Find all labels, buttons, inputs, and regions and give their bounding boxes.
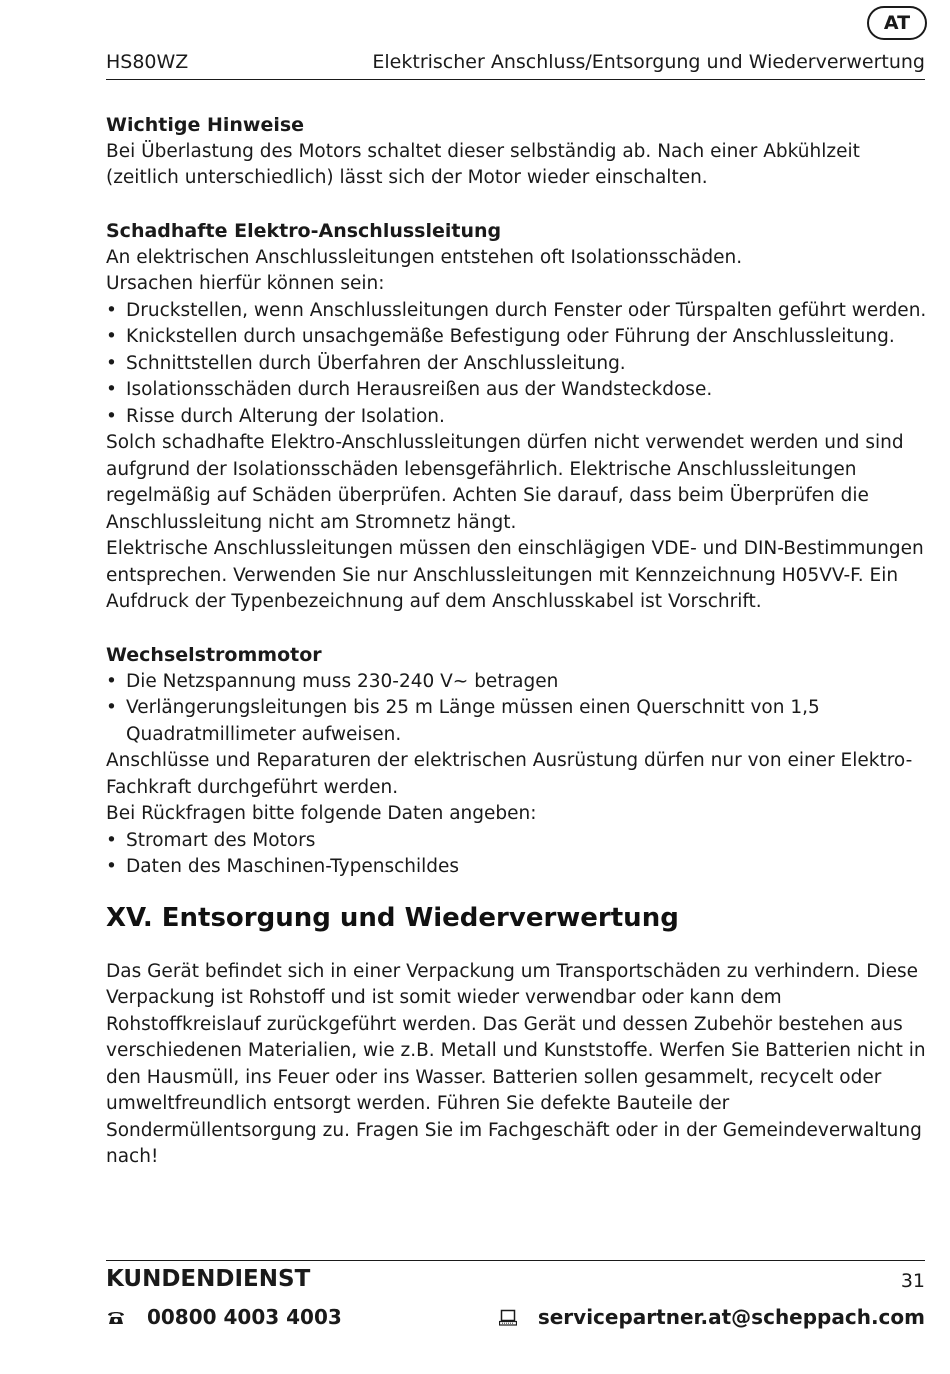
notes-heading: Wichtige Hinweise (106, 114, 305, 136)
list-item: • Schnittstellen durch Überfahren der Anschlussleitung. (106, 351, 928, 378)
email-contact (499, 1305, 925, 1329)
data-list (106, 828, 928, 881)
cable-heading: Schadhafte Elektro-Anschlussleitung (106, 220, 502, 242)
motor-heading: Wechselstrommotor (106, 644, 322, 666)
list-item: • Die Netzspannung muss 230-240 V~ betragen (106, 669, 928, 696)
cable-paragraph-2: Elektrische Anschlussleitungen müssen den einschlägigen VDE- und DIN-Bestimmungen entsprechen. Verwenden Sie nur Anschlussleitungen mit Kennzeichnung H05VV-F. Ein Aufdruck der Typenbezeichnung auf dem Anschlusskabel ist Vorschrift. (106, 538, 924, 612)
footer-title: KUNDENDIENST (106, 1266, 311, 1292)
cable-intro-2: Ursachen hierfür können sein: (106, 273, 385, 294)
list-item: • Verlängerungsleitungen bis 25 m Länge müssen einen Querschnitt von 1,5 Quadratmillimeter aufweisen. (106, 695, 928, 748)
motor-paragraph-1: Anschlüsse und Reparaturen der elektrischen Ausrüstung dürfen nur von einer Elektro-Fachkraft durchgeführt werden. (106, 750, 913, 798)
causes-list (106, 298, 928, 431)
header-divider (106, 79, 925, 80)
notes-text: Bei Überlastung des Motors schaltet dieser selbständig ab. Nach einer Abkühlzeit (zeitlich unterschiedlich) lässt sich der Motor wieder einschalten. (106, 140, 860, 188)
model-name: HS80WZ (106, 51, 189, 73)
list-item: • Daten des Maschinen-Typenschildes (106, 854, 928, 881)
section-title: XV. Entsorgung und Wiederverwertung (106, 902, 679, 933)
cable-paragraph-1: Solch schadhafte Elektro-Anschlussleitungen dürfen nicht verwendet werden und sind aufgrund der Isolationsschäden lebensgefährlich. Elektrische Anschlussleitungen regelmäßig auf Schäden überprüfen. Achten Sie darauf, dass beim Überprüfen die Anschlussleitung nicht am Stromnetz hängt. (106, 432, 904, 533)
email-address[interactable]: servicepartner.at@scheppach.com (537, 1305, 925, 1329)
page-header-title: Elektrischer Anschluss/Entsorgung und Wiederverwertung (372, 51, 925, 73)
phone-number[interactable]: 00800 4003 4003 (146, 1305, 342, 1329)
cable-intro-1: An elektrischen Anschlussleitungen entstehen oft Isolationsschäden. (106, 246, 743, 268)
list-item: • Stromart des Motors (106, 828, 928, 855)
list-item: • Druckstellen, wenn Anschlussleitungen durch Fenster oder Türspalten geführt werden. (106, 298, 928, 325)
page-number: 31 (900, 1270, 925, 1292)
phone-contact (106, 1305, 342, 1329)
phone-icon (106, 1305, 126, 1329)
motor-paragraph-2: Bei Rückfragen bitte folgende Daten angeben: (106, 803, 537, 824)
country-badge: AT (867, 6, 927, 40)
disposal-text: Das Gerät befindet sich in einer Verpackung um Transportschäden zu verhindern. Diese Verpackung ist Rohstoff und ist somit wieder verwendbar oder kann dem Rohstoffkreislauf zurückgeführt werden. Das Gerät und dessen Zubehör bestehen aus verschiedenen Materialien, wie z.B. Metall und Kunststoffe. Werfen Sie Batterien nicht in den Hausmüll, ins Feuer oder ins Wasser. Batterien sollen gesammelt, recycelt oder umweltfreundlich entsorgt werden. Führen Sie defekte Bauteile der Sondermüllentsorgung zu. Fragen Sie im Fachgeschäft oder in der Gemeindeverwaltung nach! (106, 960, 926, 1167)
list-item: • Isolationsschäden durch Herausreißen aus der Wandsteckdose. (106, 377, 928, 404)
footer-divider (106, 1260, 925, 1261)
motor-list (106, 669, 928, 749)
list-item: • Risse durch Alterung der Isolation. (106, 404, 928, 431)
list-item: • Knickstellen durch unsachgemäße Befestigung oder Führung der Anschlussleitung. (106, 324, 928, 351)
computer-icon (499, 1305, 517, 1329)
main-content (106, 112, 928, 1171)
